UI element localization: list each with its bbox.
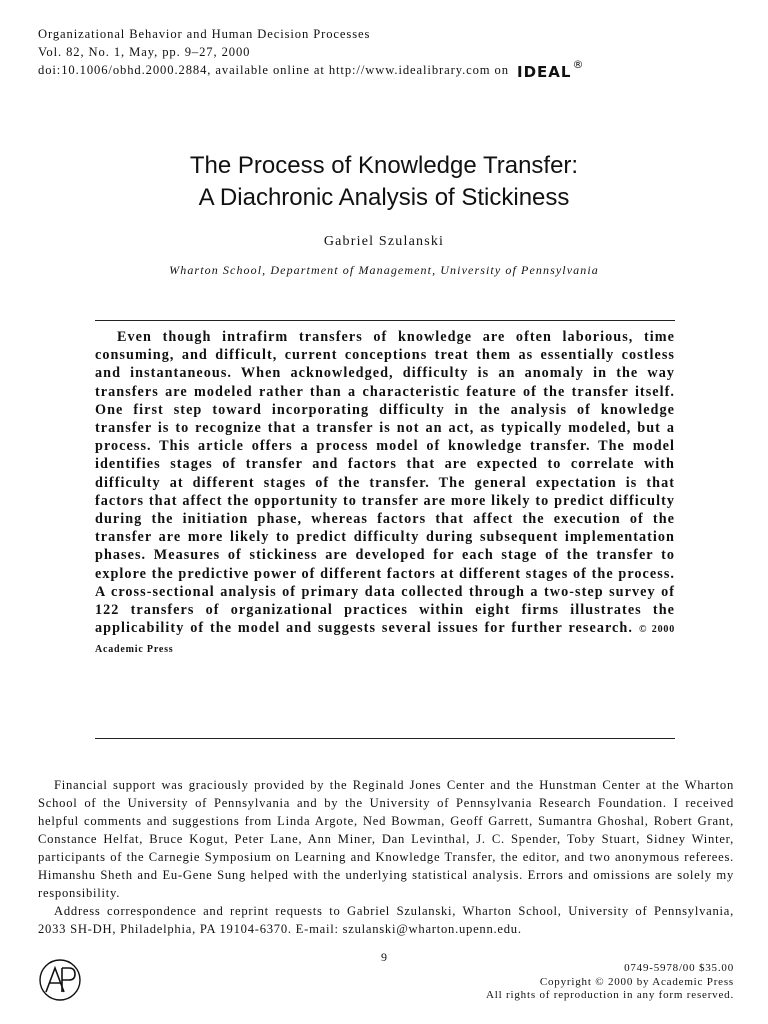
journal-header xyxy=(38,25,738,81)
abstract-bottom-rule xyxy=(95,738,675,739)
abstract-copyright: © 2000 Academic Press xyxy=(95,624,675,656)
author-affiliation: Wharton School, Department of Management, University of Pennsylvania xyxy=(169,263,599,277)
academic-press-logo-text: AP xyxy=(60,1002,62,1003)
academic-press-logo xyxy=(38,958,82,1002)
article-title-line-1: The Process of Knowledge Transfer: xyxy=(189,152,579,179)
rights-reserved: All rights of reproduction in any form reserved. xyxy=(486,989,734,1001)
copyright-line: Copyright © 2000 by Academic Press xyxy=(539,975,734,988)
ideal-logo-text: IDEAL xyxy=(517,63,572,81)
journal-name: Organizational Behavior and Human Decision Processes xyxy=(38,27,371,41)
copyright-block xyxy=(486,962,734,1003)
article-title xyxy=(0,150,768,214)
volume-info: Vol. 82, No. 1, May, pp. 9–27, 2000 xyxy=(38,45,251,59)
ideal-logo xyxy=(517,58,585,81)
registered-mark: ® xyxy=(572,58,585,71)
correspondence-footnote: Address correspondence and reprint requests to Gabriel Szulanski, Wharton School, University of Pennsylvania, 2033 SH-DH, Philadelphia, PA 19104-6370. E-mail: szulanski@wharton.upenn.edu. xyxy=(38,904,734,936)
doi-line xyxy=(38,58,738,81)
acknowledgment-footnote: Financial support was graciously provided by the Reginald Jones Center and the Hunstman Center at the Wharton School of the University of Pennsylvania and by the University of Pennsylvania Research Foundation. I received helpful comments and suggestions from Linda Argote, Ned Bowman, Geoff Garrett, Sumantra Ghoshal, Robert Grant, Constance Helfat, Bruce Kogut, Peter Lane, Ann Miner, Dan Levinthal, J. C. Spender, Toby Stuart, Sidney Winter, participants of the Carnegie Symposium on Learning and Knowledge Transfer, the editor, and two anonymous referees. Himanshu Sheth and Eu-Gene Sung helped with the underlying statistical analysis. Errors and omissions are solely my responsibility. xyxy=(38,778,734,900)
author-name: Gabriel Szulanski xyxy=(323,234,445,249)
footnotes xyxy=(38,776,734,938)
doi-text: doi:10.1006/obhd.2000.2884, available online at http://www.idealibrary.com on xyxy=(38,63,509,77)
issn-price: 0749-5978/00 $35.00 xyxy=(624,962,734,974)
abstract xyxy=(95,328,675,660)
page-number: 9 xyxy=(381,950,387,964)
article-title-line-2: A Diachronic Analysis of Stickiness xyxy=(198,184,570,211)
abstract-text: Even though intrafirm transfers of knowledge are often laborious, time consuming, and difficult, current conceptions treat them as essentially costless and instantaneous. When acknowledged, difficulty is an anomaly in the way transfers are modeled rather than a characteristic feature of the transfer itself. One first step toward incorporating difficulty in the analysis of knowledge transfer is to recognize that a transfer is not an act, as typically modeled, but a process. This article offers a process model of knowledge transfer. The model identifies stages of transfer and factors that are expected to correlate with difficulty at different stages of the transfer. The general expectation is that factors that affect the opportunity to transfer are more likely to predict difficulty during the initiation phase, whereas factors that affect the execution of the transfer are more likely to predict difficulty during subsequent implementation phases. Measures of stickiness are developed for each stage of the transfer to explore the predictive power of different factors at different stages of the process. A cross-sectional analysis of primary data collected through a two-step survey of 122 transfers of organizational practices within eight firms illustrates the applicability of the model and suggests several issues for further research. xyxy=(95,329,675,637)
abstract-top-rule xyxy=(95,320,675,321)
